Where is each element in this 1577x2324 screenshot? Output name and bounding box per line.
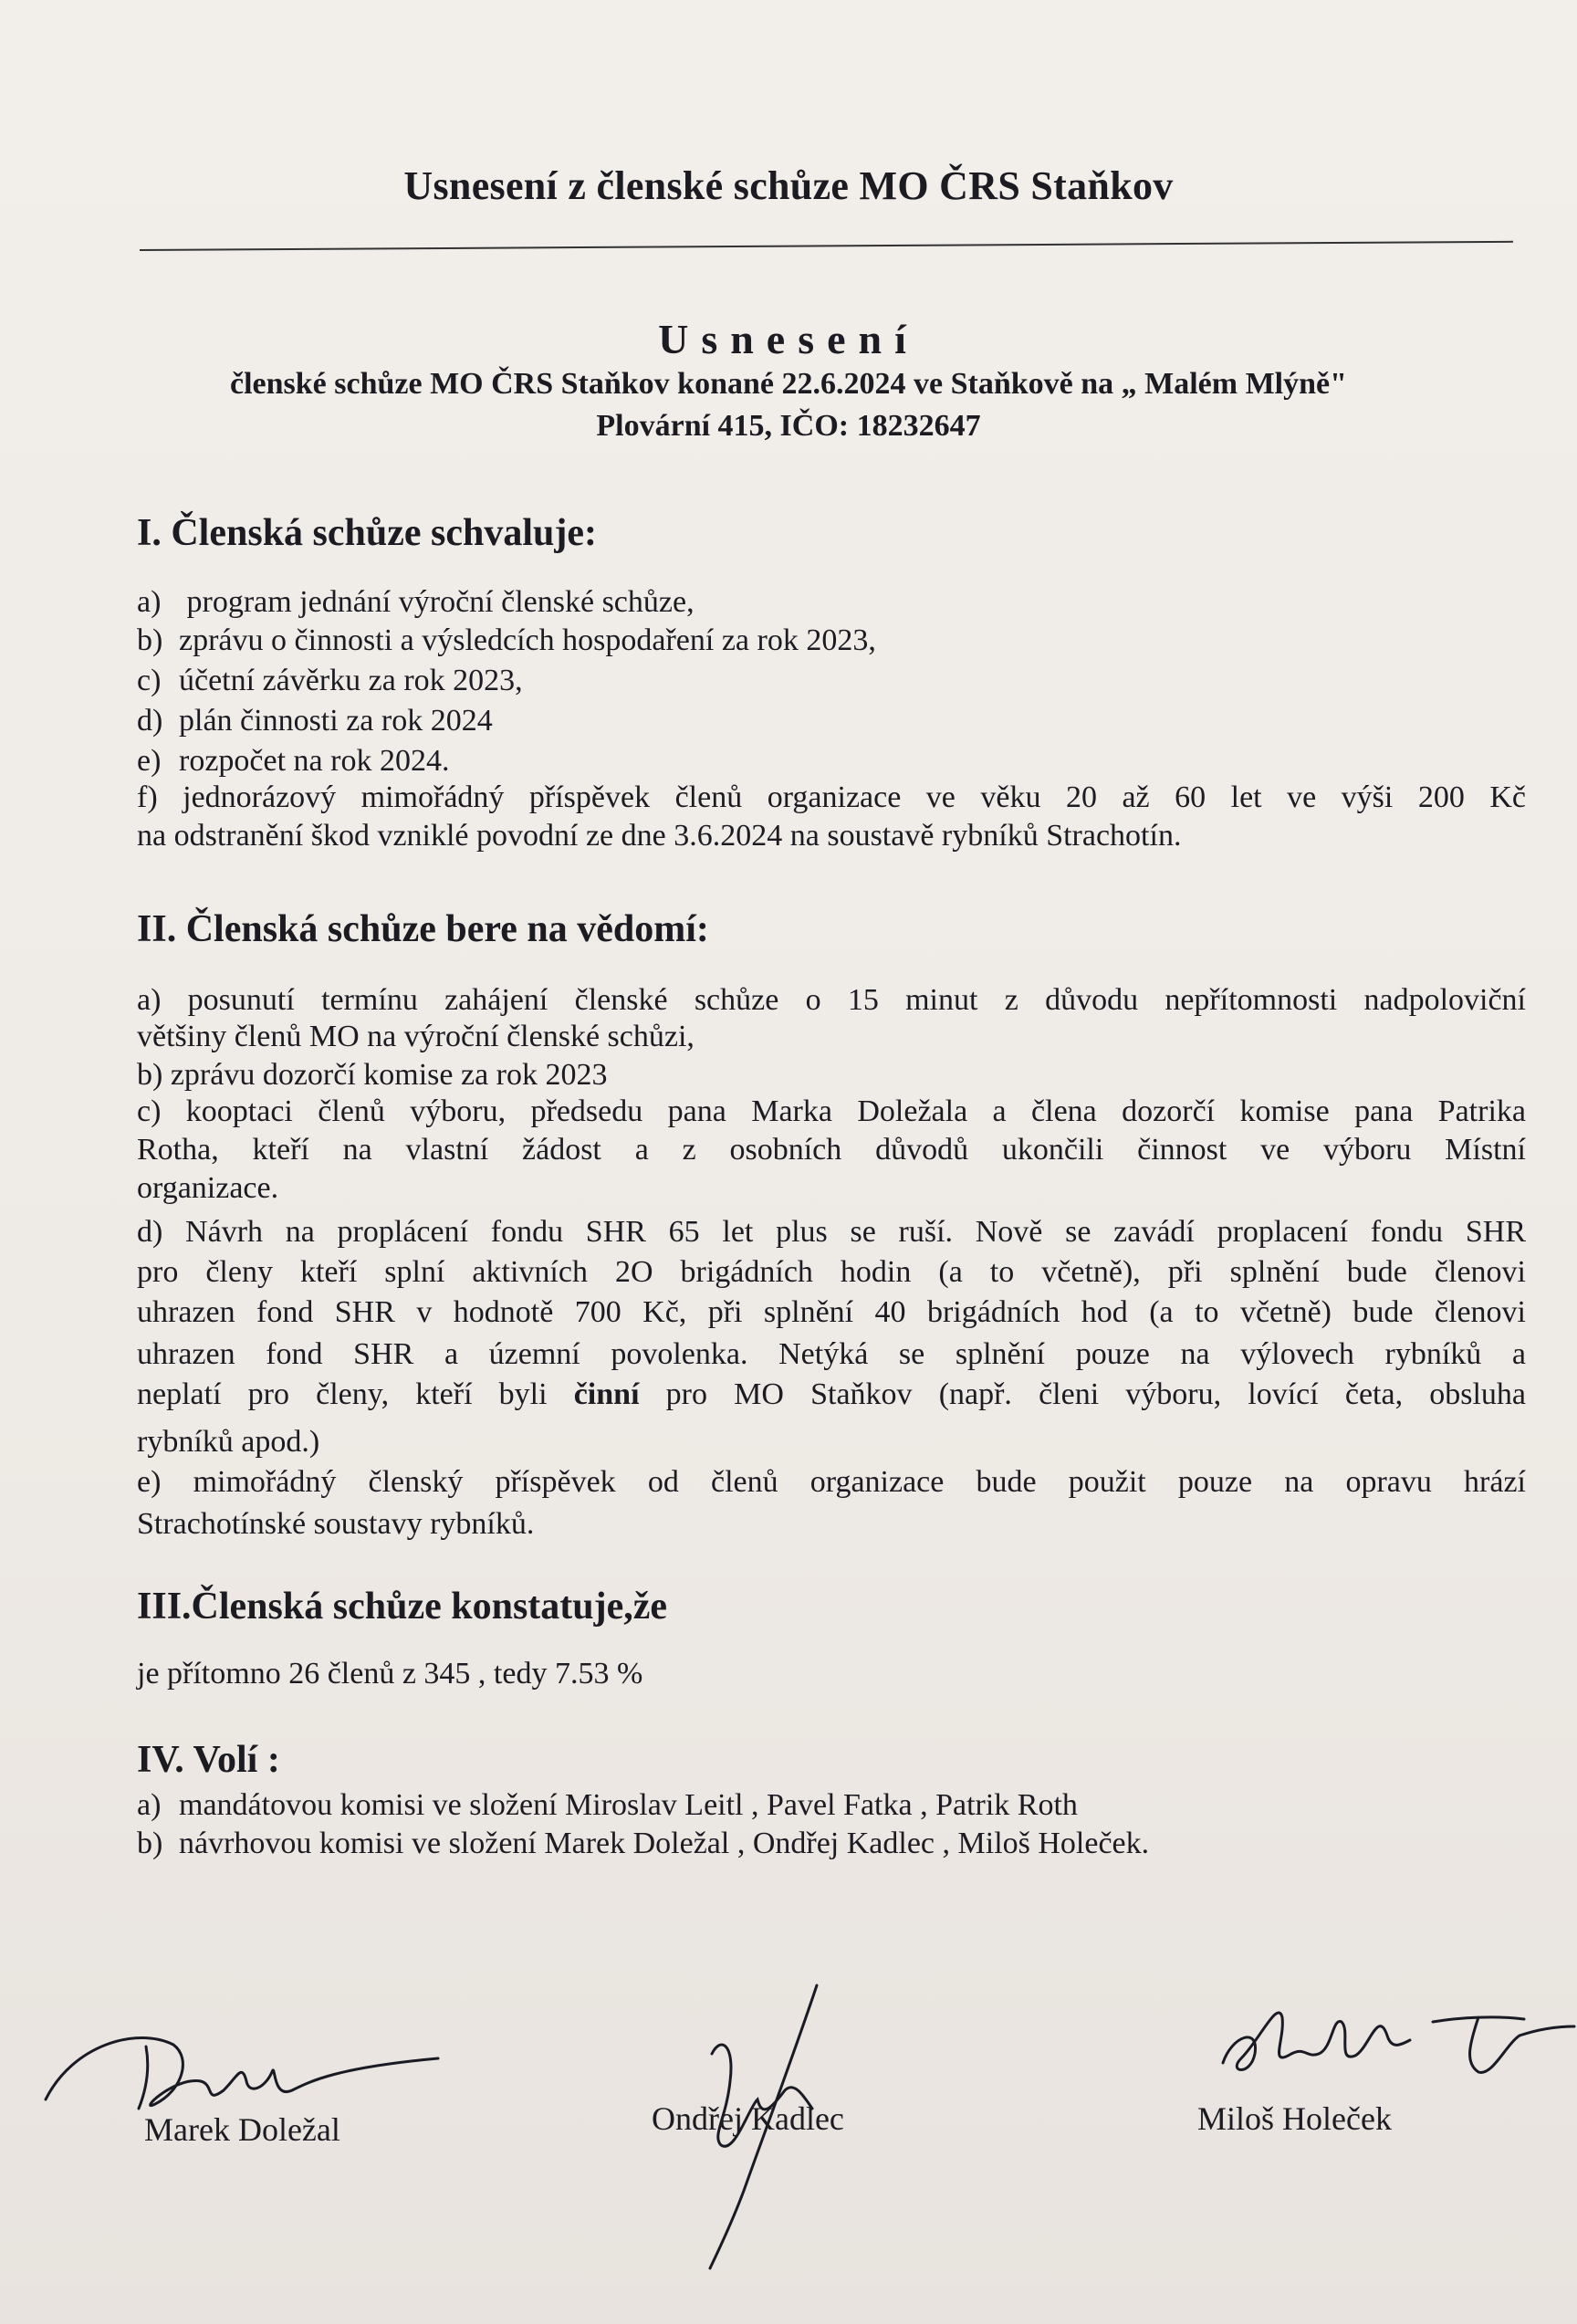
- signature-holecek-drawing: [1205, 1990, 1577, 2099]
- section2-line: d) Návrh na proplácení fondu SHR 65 let plus se ruší. Nově se zavádí proplacení fondu SHR: [137, 1215, 1526, 1249]
- section2-line-d5: [137, 1377, 1526, 1413]
- section4-item: [137, 1787, 1526, 1824]
- header-divider: [140, 241, 1513, 251]
- item-text: účetní závěrku za rok 2023,: [179, 664, 523, 697]
- section1-item: [137, 663, 1526, 699]
- item-text: rozpočet na rok 2024.: [179, 744, 450, 778]
- section2-line: a) posunutí termínu zahájení členské schůze o 15 minut z důvodu nepřítomnosti nadpoloviční: [137, 983, 1526, 1017]
- signature-name: Marek Doležal: [144, 2111, 340, 2148]
- header-title: Usnesení z členské schůze MO ČRS Staňkov: [403, 163, 1174, 208]
- item-label: a): [137, 585, 162, 619]
- section2-line: e) mimořádný členský příspěvek od členů organizace bude použit pouze na opravu hrází: [137, 1465, 1526, 1499]
- section2-line: Rotha, kteří na vlastní žádost a z osobních důvodů ukončili činnost ve výboru Místní: [137, 1133, 1526, 1167]
- section3-heading: III.Členská schůze konstatuje,že: [137, 1586, 668, 1628]
- document-title: Usnesení: [658, 316, 919, 362]
- signature-dolezal-drawing: [37, 1990, 456, 2127]
- section1-item-f-line2: na odstranění škod vzniklé povodní ze dne 3.6.2024 na soustavě rybníků Strachotín.: [137, 819, 1182, 853]
- section2-line: b) zprávu dozorčí komise za rok 2023: [137, 1058, 608, 1092]
- section3-text: je přítomno 26 členů z 345 , tedy 7.53 %: [137, 1657, 643, 1691]
- signature-name: Ondřej Kadlec: [652, 2100, 844, 2137]
- section1-item-f-line1: f) jednorázový mimořádný příspěvek členů organizace ve věku 20 až 60 let ve výši 200 Kč: [137, 780, 1526, 814]
- item-label: c): [137, 664, 162, 697]
- section4-heading: IV. Volí :: [137, 1739, 280, 1781]
- section1-item: [137, 703, 1526, 739]
- section2-line: c) kooptaci členů výboru, předsedu pana Marka Doležala a člena dozorčí komise pana Patrika: [137, 1094, 1526, 1128]
- item-text: program jednání výroční členské schůze,: [186, 585, 695, 619]
- item-text: zprávu o činnosti a výsledcích hospodaření za rok 2023,: [179, 623, 876, 657]
- section2-line: Strachotínské soustavy rybníků.: [137, 1507, 535, 1541]
- item-label: a): [137, 1788, 162, 1822]
- section2-line: uhrazen fond SHR v hodnotě 700 Kč, při splnění 40 brigádních hod (a to včetně) bude členovi: [137, 1295, 1526, 1329]
- section2-line: organizace.: [137, 1171, 279, 1205]
- section2-line: většiny členů MO na výroční členské schůzi,: [137, 1020, 695, 1053]
- item-label: d): [137, 704, 163, 738]
- section1-heading: I. Členská schůze schvaluje:: [137, 512, 598, 554]
- line-text: neplatí pro členy, kteří byli: [137, 1377, 574, 1411]
- section1-item: [137, 743, 1526, 780]
- section2-line: rybníků apod.): [137, 1425, 320, 1459]
- section2-heading: II. Členská schůze bere na vědomí:: [137, 908, 709, 950]
- line-text: pro MO Staňkov (např. členi výboru, lovící četa, obsluha: [639, 1377, 1526, 1411]
- item-text: mandátovou komisi ve složení Miroslav Leitl , Pavel Fatka , Patrik Roth: [179, 1788, 1078, 1822]
- item-text: návrhovou komisi ve složení Marek Doležal , Ondřej Kadlec , Miloš Holeček.: [179, 1827, 1150, 1860]
- section1-item: [137, 623, 1526, 659]
- section4-item: [137, 1826, 1526, 1862]
- line-bold-text: činní: [573, 1377, 640, 1411]
- document-subtitle-line2: Plovární 415, IČO: 18232647: [596, 409, 981, 443]
- signature-name: Miloš Holeček: [1197, 2100, 1392, 2137]
- section2-line: uhrazen fond SHR a územní povolenka. Netýká se splnění pouze na výlovech rybníků a: [137, 1337, 1526, 1371]
- item-label: e): [137, 744, 162, 778]
- item-label: b): [137, 1827, 163, 1860]
- item-label: b): [137, 623, 163, 657]
- section2-line: pro členy kteří splní aktivních 2O brigádních hodin (a to včetně), při splnění bude členovi: [137, 1255, 1526, 1289]
- section1-item: [137, 584, 1526, 621]
- document-subtitle-line1: členské schůze MO ČRS Staňkov konané 22.6.2024 ve Staňkově na „ Malém Mlýně": [229, 367, 1348, 401]
- item-text: plán činnosti za rok 2024: [179, 704, 493, 738]
